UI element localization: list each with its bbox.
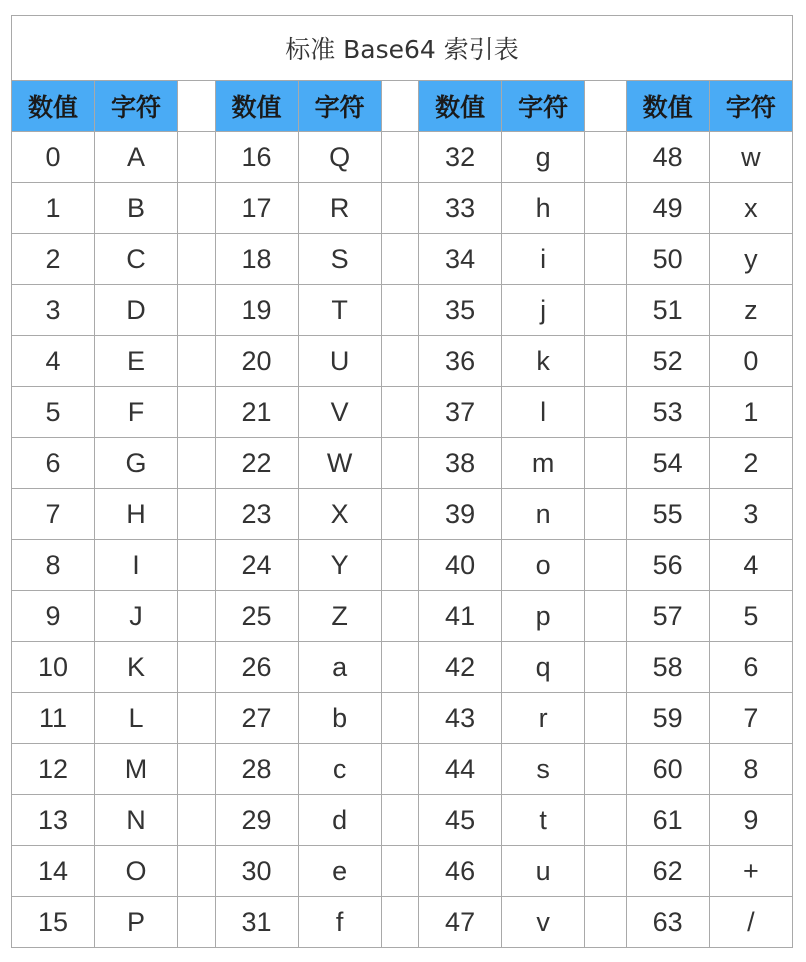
index-value-cell: 45: [419, 795, 502, 846]
base64-char-cell: n: [502, 489, 585, 540]
index-value-cell: 12: [12, 744, 95, 795]
column-gap-cell: [585, 132, 627, 183]
base64-char-cell: M: [95, 744, 178, 795]
index-value-cell: 27: [215, 693, 298, 744]
index-value-cell: 13: [12, 795, 95, 846]
index-value-cell: 63: [626, 897, 709, 948]
index-value-cell: 11: [12, 693, 95, 744]
header-gap: [585, 81, 627, 132]
index-value-cell: 37: [419, 387, 502, 438]
column-gap-cell: [381, 183, 418, 234]
column-gap-cell: [585, 744, 627, 795]
column-gap-cell: [381, 132, 418, 183]
index-value-cell: 34: [419, 234, 502, 285]
base64-char-cell: F: [95, 387, 178, 438]
index-value-cell: 41: [419, 591, 502, 642]
index-value-cell: 28: [215, 744, 298, 795]
column-gap-cell: [585, 336, 627, 387]
column-gap-cell: [381, 438, 418, 489]
base64-char-cell: 1: [709, 387, 792, 438]
index-value-cell: 31: [215, 897, 298, 948]
index-value-cell: 32: [419, 132, 502, 183]
column-gap-cell: [178, 642, 215, 693]
base64-char-cell: J: [95, 591, 178, 642]
index-value-cell: 48: [626, 132, 709, 183]
column-gap-cell: [381, 489, 418, 540]
index-value-cell: 3: [12, 285, 95, 336]
base64-char-cell: H: [95, 489, 178, 540]
column-gap-cell: [585, 795, 627, 846]
index-value-cell: 17: [215, 183, 298, 234]
header-row: [12, 81, 793, 132]
table-row: [12, 285, 793, 336]
index-value-cell: 22: [215, 438, 298, 489]
column-gap-cell: [178, 897, 215, 948]
column-gap-cell: [178, 234, 215, 285]
base64-char-cell: G: [95, 438, 178, 489]
index-value-cell: 61: [626, 795, 709, 846]
column-gap-cell: [381, 591, 418, 642]
table-row: [12, 438, 793, 489]
table-row: [12, 183, 793, 234]
column-gap-cell: [178, 489, 215, 540]
index-value-cell: 1: [12, 183, 95, 234]
index-value-cell: 35: [419, 285, 502, 336]
base64-char-cell: T: [298, 285, 381, 336]
base64-char-cell: g: [502, 132, 585, 183]
column-gap-cell: [381, 795, 418, 846]
index-value-cell: 0: [12, 132, 95, 183]
index-value-cell: 33: [419, 183, 502, 234]
column-gap-cell: [381, 744, 418, 795]
table-row: [12, 234, 793, 285]
header-char-3: 字符: [502, 81, 585, 132]
base64-char-cell: +: [709, 846, 792, 897]
column-gap-cell: [178, 744, 215, 795]
column-gap-cell: [585, 183, 627, 234]
index-value-cell: 2: [12, 234, 95, 285]
index-value-cell: 43: [419, 693, 502, 744]
base64-char-cell: w: [709, 132, 792, 183]
column-gap-cell: [381, 897, 418, 948]
column-gap-cell: [178, 591, 215, 642]
base64-char-cell: K: [95, 642, 178, 693]
base64-char-cell: 9: [709, 795, 792, 846]
base64-char-cell: 4: [709, 540, 792, 591]
column-gap-cell: [585, 489, 627, 540]
table-row: [12, 387, 793, 438]
base64-char-cell: 6: [709, 642, 792, 693]
index-value-cell: 62: [626, 846, 709, 897]
index-value-cell: 23: [215, 489, 298, 540]
index-value-cell: 57: [626, 591, 709, 642]
base64-char-cell: i: [502, 234, 585, 285]
base64-char-cell: p: [502, 591, 585, 642]
base64-char-cell: j: [502, 285, 585, 336]
column-gap-cell: [381, 642, 418, 693]
column-gap-cell: [178, 387, 215, 438]
column-gap-cell: [585, 540, 627, 591]
base64-char-cell: 2: [709, 438, 792, 489]
base64-char-cell: m: [502, 438, 585, 489]
index-value-cell: 26: [215, 642, 298, 693]
index-value-cell: 14: [12, 846, 95, 897]
index-value-cell: 39: [419, 489, 502, 540]
base64-char-cell: 0: [709, 336, 792, 387]
column-gap-cell: [585, 285, 627, 336]
base64-char-cell: A: [95, 132, 178, 183]
base64-char-cell: s: [502, 744, 585, 795]
base64-char-cell: /: [709, 897, 792, 948]
index-value-cell: 7: [12, 489, 95, 540]
base64-char-cell: a: [298, 642, 381, 693]
index-value-cell: 30: [215, 846, 298, 897]
index-value-cell: 36: [419, 336, 502, 387]
table-row: [12, 693, 793, 744]
table-row: [12, 132, 793, 183]
base64-char-cell: e: [298, 846, 381, 897]
base64-char-cell: t: [502, 795, 585, 846]
index-value-cell: 38: [419, 438, 502, 489]
index-value-cell: 54: [626, 438, 709, 489]
table-row: [12, 642, 793, 693]
index-value-cell: 52: [626, 336, 709, 387]
base64-char-cell: x: [709, 183, 792, 234]
base64-char-cell: z: [709, 285, 792, 336]
column-gap-cell: [178, 846, 215, 897]
base64-char-cell: X: [298, 489, 381, 540]
table-row: [12, 795, 793, 846]
base64-index-table: [11, 15, 793, 948]
table-row: [12, 897, 793, 948]
base64-char-cell: r: [502, 693, 585, 744]
table-row: [12, 489, 793, 540]
index-value-cell: 44: [419, 744, 502, 795]
column-gap-cell: [381, 336, 418, 387]
table-row: [12, 336, 793, 387]
base64-char-cell: R: [298, 183, 381, 234]
base64-char-cell: D: [95, 285, 178, 336]
base64-char-cell: y: [709, 234, 792, 285]
header-value-2: 数值: [215, 81, 298, 132]
base64-char-cell: o: [502, 540, 585, 591]
header-gap: [178, 81, 215, 132]
column-gap-cell: [381, 846, 418, 897]
base64-char-cell: k: [502, 336, 585, 387]
index-value-cell: 42: [419, 642, 502, 693]
index-value-cell: 55: [626, 489, 709, 540]
column-gap-cell: [381, 234, 418, 285]
base64-char-cell: C: [95, 234, 178, 285]
index-value-cell: 5: [12, 387, 95, 438]
base64-char-cell: 7: [709, 693, 792, 744]
column-gap-cell: [178, 693, 215, 744]
table-title: 标准 Base64 索引表: [12, 16, 793, 81]
base64-char-cell: f: [298, 897, 381, 948]
header-value-4: 数值: [626, 81, 709, 132]
index-value-cell: 60: [626, 744, 709, 795]
base64-char-cell: S: [298, 234, 381, 285]
header-char-1: 字符: [95, 81, 178, 132]
base64-char-cell: O: [95, 846, 178, 897]
index-value-cell: 24: [215, 540, 298, 591]
column-gap-cell: [585, 387, 627, 438]
base64-char-cell: N: [95, 795, 178, 846]
table-row: [12, 540, 793, 591]
index-value-cell: 9: [12, 591, 95, 642]
base64-char-cell: l: [502, 387, 585, 438]
base64-char-cell: Q: [298, 132, 381, 183]
index-value-cell: 49: [626, 183, 709, 234]
base64-char-cell: I: [95, 540, 178, 591]
base64-char-cell: U: [298, 336, 381, 387]
base64-char-cell: d: [298, 795, 381, 846]
column-gap-cell: [585, 897, 627, 948]
column-gap-cell: [585, 693, 627, 744]
base64-char-cell: P: [95, 897, 178, 948]
column-gap-cell: [178, 132, 215, 183]
index-value-cell: 21: [215, 387, 298, 438]
base64-char-cell: 8: [709, 744, 792, 795]
header-value-1: 数值: [12, 81, 95, 132]
column-gap-cell: [178, 336, 215, 387]
table-row: [12, 846, 793, 897]
table-row: [12, 744, 793, 795]
column-gap-cell: [585, 642, 627, 693]
index-value-cell: 50: [626, 234, 709, 285]
header-char-4: 字符: [709, 81, 792, 132]
base64-char-cell: 3: [709, 489, 792, 540]
column-gap-cell: [178, 438, 215, 489]
base64-char-cell: B: [95, 183, 178, 234]
index-value-cell: 20: [215, 336, 298, 387]
index-value-cell: 4: [12, 336, 95, 387]
column-gap-cell: [585, 234, 627, 285]
index-value-cell: 15: [12, 897, 95, 948]
base64-char-cell: E: [95, 336, 178, 387]
index-value-cell: 6: [12, 438, 95, 489]
index-value-cell: 53: [626, 387, 709, 438]
base64-char-cell: 5: [709, 591, 792, 642]
base64-char-cell: L: [95, 693, 178, 744]
column-gap-cell: [585, 591, 627, 642]
index-value-cell: 8: [12, 540, 95, 591]
column-gap-cell: [381, 693, 418, 744]
column-gap-cell: [381, 387, 418, 438]
header-char-2: 字符: [298, 81, 381, 132]
index-value-cell: 58: [626, 642, 709, 693]
base64-char-cell: h: [502, 183, 585, 234]
index-value-cell: 16: [215, 132, 298, 183]
title-row: [12, 16, 793, 81]
base64-char-cell: c: [298, 744, 381, 795]
index-value-cell: 25: [215, 591, 298, 642]
table-row: [12, 591, 793, 642]
base64-index-table-container: [11, 15, 793, 948]
index-value-cell: 29: [215, 795, 298, 846]
base64-char-cell: b: [298, 693, 381, 744]
column-gap-cell: [585, 846, 627, 897]
base64-char-cell: u: [502, 846, 585, 897]
column-gap-cell: [585, 438, 627, 489]
base64-char-cell: W: [298, 438, 381, 489]
index-value-cell: 40: [419, 540, 502, 591]
base64-char-cell: V: [298, 387, 381, 438]
index-value-cell: 19: [215, 285, 298, 336]
column-gap-cell: [381, 285, 418, 336]
index-value-cell: 56: [626, 540, 709, 591]
column-gap-cell: [178, 183, 215, 234]
column-gap-cell: [178, 540, 215, 591]
base64-char-cell: Y: [298, 540, 381, 591]
base64-char-cell: q: [502, 642, 585, 693]
index-value-cell: 59: [626, 693, 709, 744]
index-value-cell: 10: [12, 642, 95, 693]
index-value-cell: 46: [419, 846, 502, 897]
column-gap-cell: [178, 795, 215, 846]
index-value-cell: 47: [419, 897, 502, 948]
header-value-3: 数值: [419, 81, 502, 132]
base64-char-cell: Z: [298, 591, 381, 642]
base64-char-cell: v: [502, 897, 585, 948]
index-value-cell: 18: [215, 234, 298, 285]
index-value-cell: 51: [626, 285, 709, 336]
header-gap: [381, 81, 418, 132]
column-gap-cell: [381, 540, 418, 591]
column-gap-cell: [178, 285, 215, 336]
